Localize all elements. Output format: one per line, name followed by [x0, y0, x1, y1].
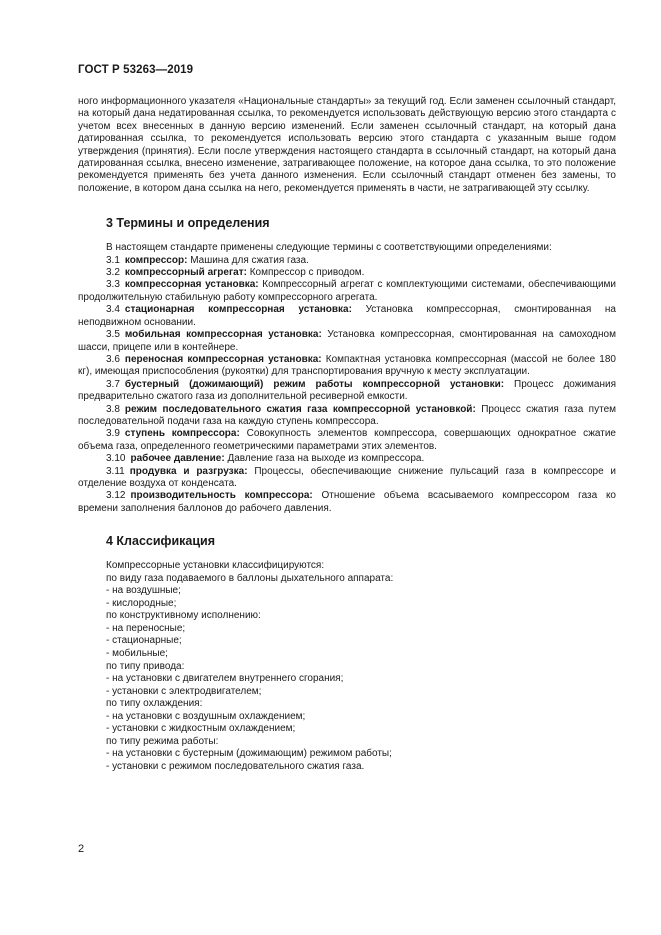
list-item: по типу режима работы: [106, 735, 219, 747]
term-item [78, 379, 616, 404]
term-item [78, 279, 616, 304]
list-item: - мобильные; [106, 648, 168, 660]
term-item [78, 354, 616, 379]
term-number: 3.3 [106, 279, 120, 291]
term-definition: Отношение объема всасываемого компрессором газа ко времени заполнения баллонов до рабочего давления. [78, 490, 616, 514]
term-item [78, 453, 616, 465]
term-name: стационарная компрессорная установка: [124, 304, 352, 316]
term-name: мобильная компрессорная установка: [124, 329, 322, 341]
list-item: по конструктивному исполнению: [106, 610, 261, 622]
term-number: 3.9 [106, 428, 120, 440]
section-3-heading: 3 Термины и определения [106, 216, 270, 231]
list-item: - установки с режимом последовательного сжатия газа. [106, 760, 365, 772]
term-definition: Машина для сжатия газа. [190, 254, 309, 266]
intro-paragraph: ного информационного указателя «Национальные стандарты» за текущий год. Если заменен ссылочный стандарт, на который дана недатированная ссылка, то рекомендуется использовать действующую версию этого стандарта с учетом всех внесенных в данную версию изменений. Если заменен ссылочный стандарт, на который дана датированная ссылка, то рекомендуется использовать версию этого стандарта с указанным выше годом утверждения (принятия). Если после утверждения настоящего стандарта в ссылочный стандарт, на который дана датированная ссылка, внесено изменение, затрагивающее положение, на которое дана ссылка, то это положение рекомендуется применять без учета данного изменения. Если ссылочный стандарт отменен без замены, то положение, в котором дана ссылка на него, рекомендуется применять в части, не затрагивающей эту ссылку. [78, 96, 616, 194]
term-name: режим последовательного сжатия газа компрессорной установкой: [124, 403, 476, 415]
term-name: производительность компрессора: [130, 490, 313, 502]
term-definition: Установка компрессорная, смонтированная на неподвижном основании. [78, 304, 616, 328]
list-item: - стационарные; [106, 635, 182, 647]
term-definition: Компактная установка компрессорная (массой не более 180 кг), имеющая приспособления (рукоятки) для транспортирования вручную к месту эксплуатации. [78, 353, 616, 378]
term-item [78, 304, 616, 329]
term-number: 3.4 [106, 304, 120, 316]
term-number: 3.10 [106, 453, 126, 465]
term-definition: Установка компрессорная, смонтированная на самоходном шасси, прицепе или в контейнере. [78, 329, 616, 353]
term-definition: Компрессорный агрегат с комплектующими системами, обеспечивающими продолжительную стабильную работу компрессорного агрегата. [78, 279, 616, 303]
term-number: 3.5 [106, 329, 120, 341]
section-3-lead: В настоящем стандарте применены следующие термины с соответствующими определениями: [106, 242, 552, 254]
term-definition: Процессы, обеспечивающие снижение пульсаций газа в компрессоре и отделение воздуха от конденсата. [78, 465, 616, 489]
term-number: 3.2 [106, 267, 120, 279]
list-item: - на установки с воздушным охлаждением; [106, 710, 306, 722]
list-item: - на переносные; [106, 622, 186, 634]
terms-list [78, 255, 616, 516]
list-item: - на установки с бустерным (дожимающим) режимом работы; [106, 748, 392, 760]
list-item: - на воздушные; [106, 585, 181, 597]
term-number: 3.8 [106, 403, 120, 415]
term-item [78, 329, 616, 354]
term-name: компрессор: [124, 254, 188, 266]
section-4-heading: 4 Классификация [106, 534, 216, 549]
document-header-code: ГОСТ Р 53263—2019 [78, 64, 194, 76]
list-item: - кислородные; [106, 597, 177, 609]
list-item: - установки с жидкостным охлаждением; [106, 723, 296, 735]
term-name: переносная компрессорная установка: [124, 353, 322, 365]
term-definition: Процесс дожимания предварительно сжатого газа из дополнительной ресиверной емкости. [78, 378, 616, 403]
list-item: Компрессорные установки классифицируются: [106, 560, 325, 572]
term-definition: Компрессор с приводом. [249, 267, 365, 279]
term-definition: Давление газа на выходе из компрессора. [227, 453, 425, 465]
list-item: - установки с электродвигателем; [106, 685, 262, 697]
list-item: по типу охлаждения: [106, 698, 203, 710]
term-item [78, 428, 616, 453]
term-number: 3.11 [106, 465, 125, 477]
classification-list [78, 560, 616, 773]
term-name: рабочее давление: [130, 453, 225, 465]
term-item [78, 255, 616, 267]
term-number: 3.7 [106, 378, 120, 390]
term-item [78, 404, 616, 429]
page-number: 2 [78, 843, 85, 855]
term-number: 3.1 [106, 254, 120, 266]
term-item [78, 466, 616, 491]
list-item: по типу привода: [106, 660, 185, 672]
term-name: ступень компрессора: [124, 428, 240, 440]
term-definition: Совокупность элементов компрессора, совершающих однократное сжатие объема газа, определенного геометрическими параметрами этих элементов. [78, 428, 616, 452]
term-item [78, 490, 616, 515]
term-item [78, 267, 616, 279]
list-item: по виду газа подаваемого в баллоны дыхательного аппарата: [106, 572, 394, 584]
term-name: продувка и разгрузка: [129, 465, 248, 477]
document-body [78, 96, 616, 773]
term-number: 3.12 [106, 490, 126, 502]
term-number: 3.6 [106, 353, 120, 365]
term-name: компрессорный агрегат: [124, 267, 247, 279]
term-name: бустерный (дожимающий) режим работы компрессорной установки: [124, 378, 505, 390]
list-item: - на установки с двигателем внутреннего сгорания; [106, 673, 344, 685]
term-definition: Процесс сжатия газа путем последовательной подачи газа на каждую ступень компрессора. [78, 403, 617, 427]
term-name: компрессорная установка: [124, 279, 259, 291]
